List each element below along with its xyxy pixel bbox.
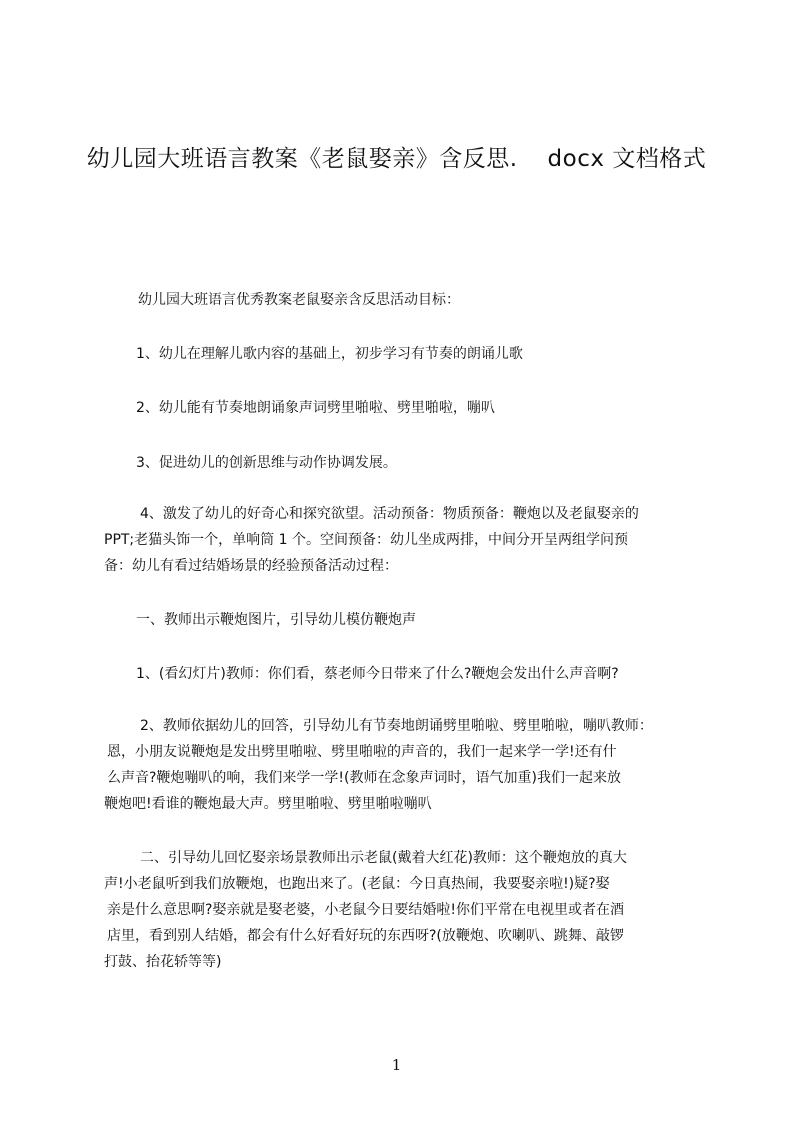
text-line: 幼儿园大班语言优秀教案老鼠娶亲含反思活动目标： bbox=[138, 292, 460, 308]
text-line: 二、引导幼儿回忆娶亲场景教师出示老鼠(戴着大红花)教师：这个鞭炮放的真大 bbox=[140, 850, 627, 866]
paragraph-goal-3 bbox=[100, 450, 754, 476]
text-line: 1、幼儿在理解儿歌内容的基础上，初步学习有节奏的朗诵儿歌 bbox=[136, 346, 523, 362]
text-line: 亲是什么意思啊?娶亲就是娶老婆，小老鼠今日要结婚啦!你们平常在电视里或者在酒 bbox=[107, 902, 625, 918]
text-line: 2、教师依据幼儿的回答，引导幼儿有节奏地朗诵劈里啪啦、劈里啪啦，嘣叭教师： bbox=[140, 718, 653, 734]
text-line: 么声音?鞭炮嘣叭的响，我们来学一学!(教师在念象声词时，语气加重)我们一起来放 bbox=[107, 770, 621, 786]
text-line: 2、幼儿能有节奏地朗诵象声词劈里啪啦、劈里啪啦，嘣叭 bbox=[136, 400, 495, 416]
page-number: 1 bbox=[391, 1056, 402, 1074]
text-line: 备：幼儿有看过结婚场景的经验预备活动过程： bbox=[104, 558, 398, 574]
text-line: 一、教师出示鞭炮图片，引导幼儿模仿鞭炮声 bbox=[136, 612, 416, 628]
text-line: 3、促进幼儿的创新思维与动作协调发展。 bbox=[136, 455, 397, 471]
text-line: 恩，小朋友说鞭炮是发出劈里啪啦、劈里啪啦的声音的，我们一起来学一学!还有什 bbox=[107, 744, 617, 760]
paragraph-goal-4-preparation bbox=[100, 501, 718, 579]
paragraph-step-2 bbox=[100, 713, 718, 817]
text-line: 打鼓、抬花轿等等) bbox=[104, 954, 222, 970]
text-line: PPT;老猫头饰一个，单响筒 1 个。空间预备：幼儿坐成两排，中间分开呈两组学问预 bbox=[104, 532, 628, 548]
paragraph-objectives-intro bbox=[100, 287, 756, 313]
paragraph-goal-2 bbox=[100, 395, 754, 421]
text-line: 声!小老鼠听到我们放鞭炮，也跑出来了。(老鼠：今日真热闹，我要娶亲啦!)疑?娶 bbox=[104, 876, 610, 892]
text-line: 1、(看幻灯片)教师：你们看，蔡老师今日带来了什么?鞭炮会发出什么声音啊? bbox=[136, 666, 619, 682]
text-line: 4、激发了幼儿的好奇心和探究欲望。活动预备：物质预备：鞭炮以及老鼠娶亲的 bbox=[140, 506, 639, 522]
title-main: 幼儿园大班语言教案《老鼠娶亲》含反思. bbox=[86, 146, 518, 172]
paragraph-goal-1 bbox=[100, 341, 754, 367]
document-title bbox=[0, 140, 793, 173]
paragraph-section-1-heading bbox=[100, 607, 754, 633]
title-ext: docx 文档格式 bbox=[547, 146, 707, 172]
text-line: 鞭炮吧!看谁的鞭炮最大声。劈里啪啦、劈里啪啦嘣叭 bbox=[104, 796, 432, 812]
text-line: 店里，看到别人结婚，都会有什么好看好玩的东西呀?(放鞭炮、吹喇叭、跳舞、敲锣 bbox=[107, 928, 624, 944]
paragraph-section-2 bbox=[100, 845, 718, 975]
paragraph-step-1 bbox=[100, 661, 754, 687]
